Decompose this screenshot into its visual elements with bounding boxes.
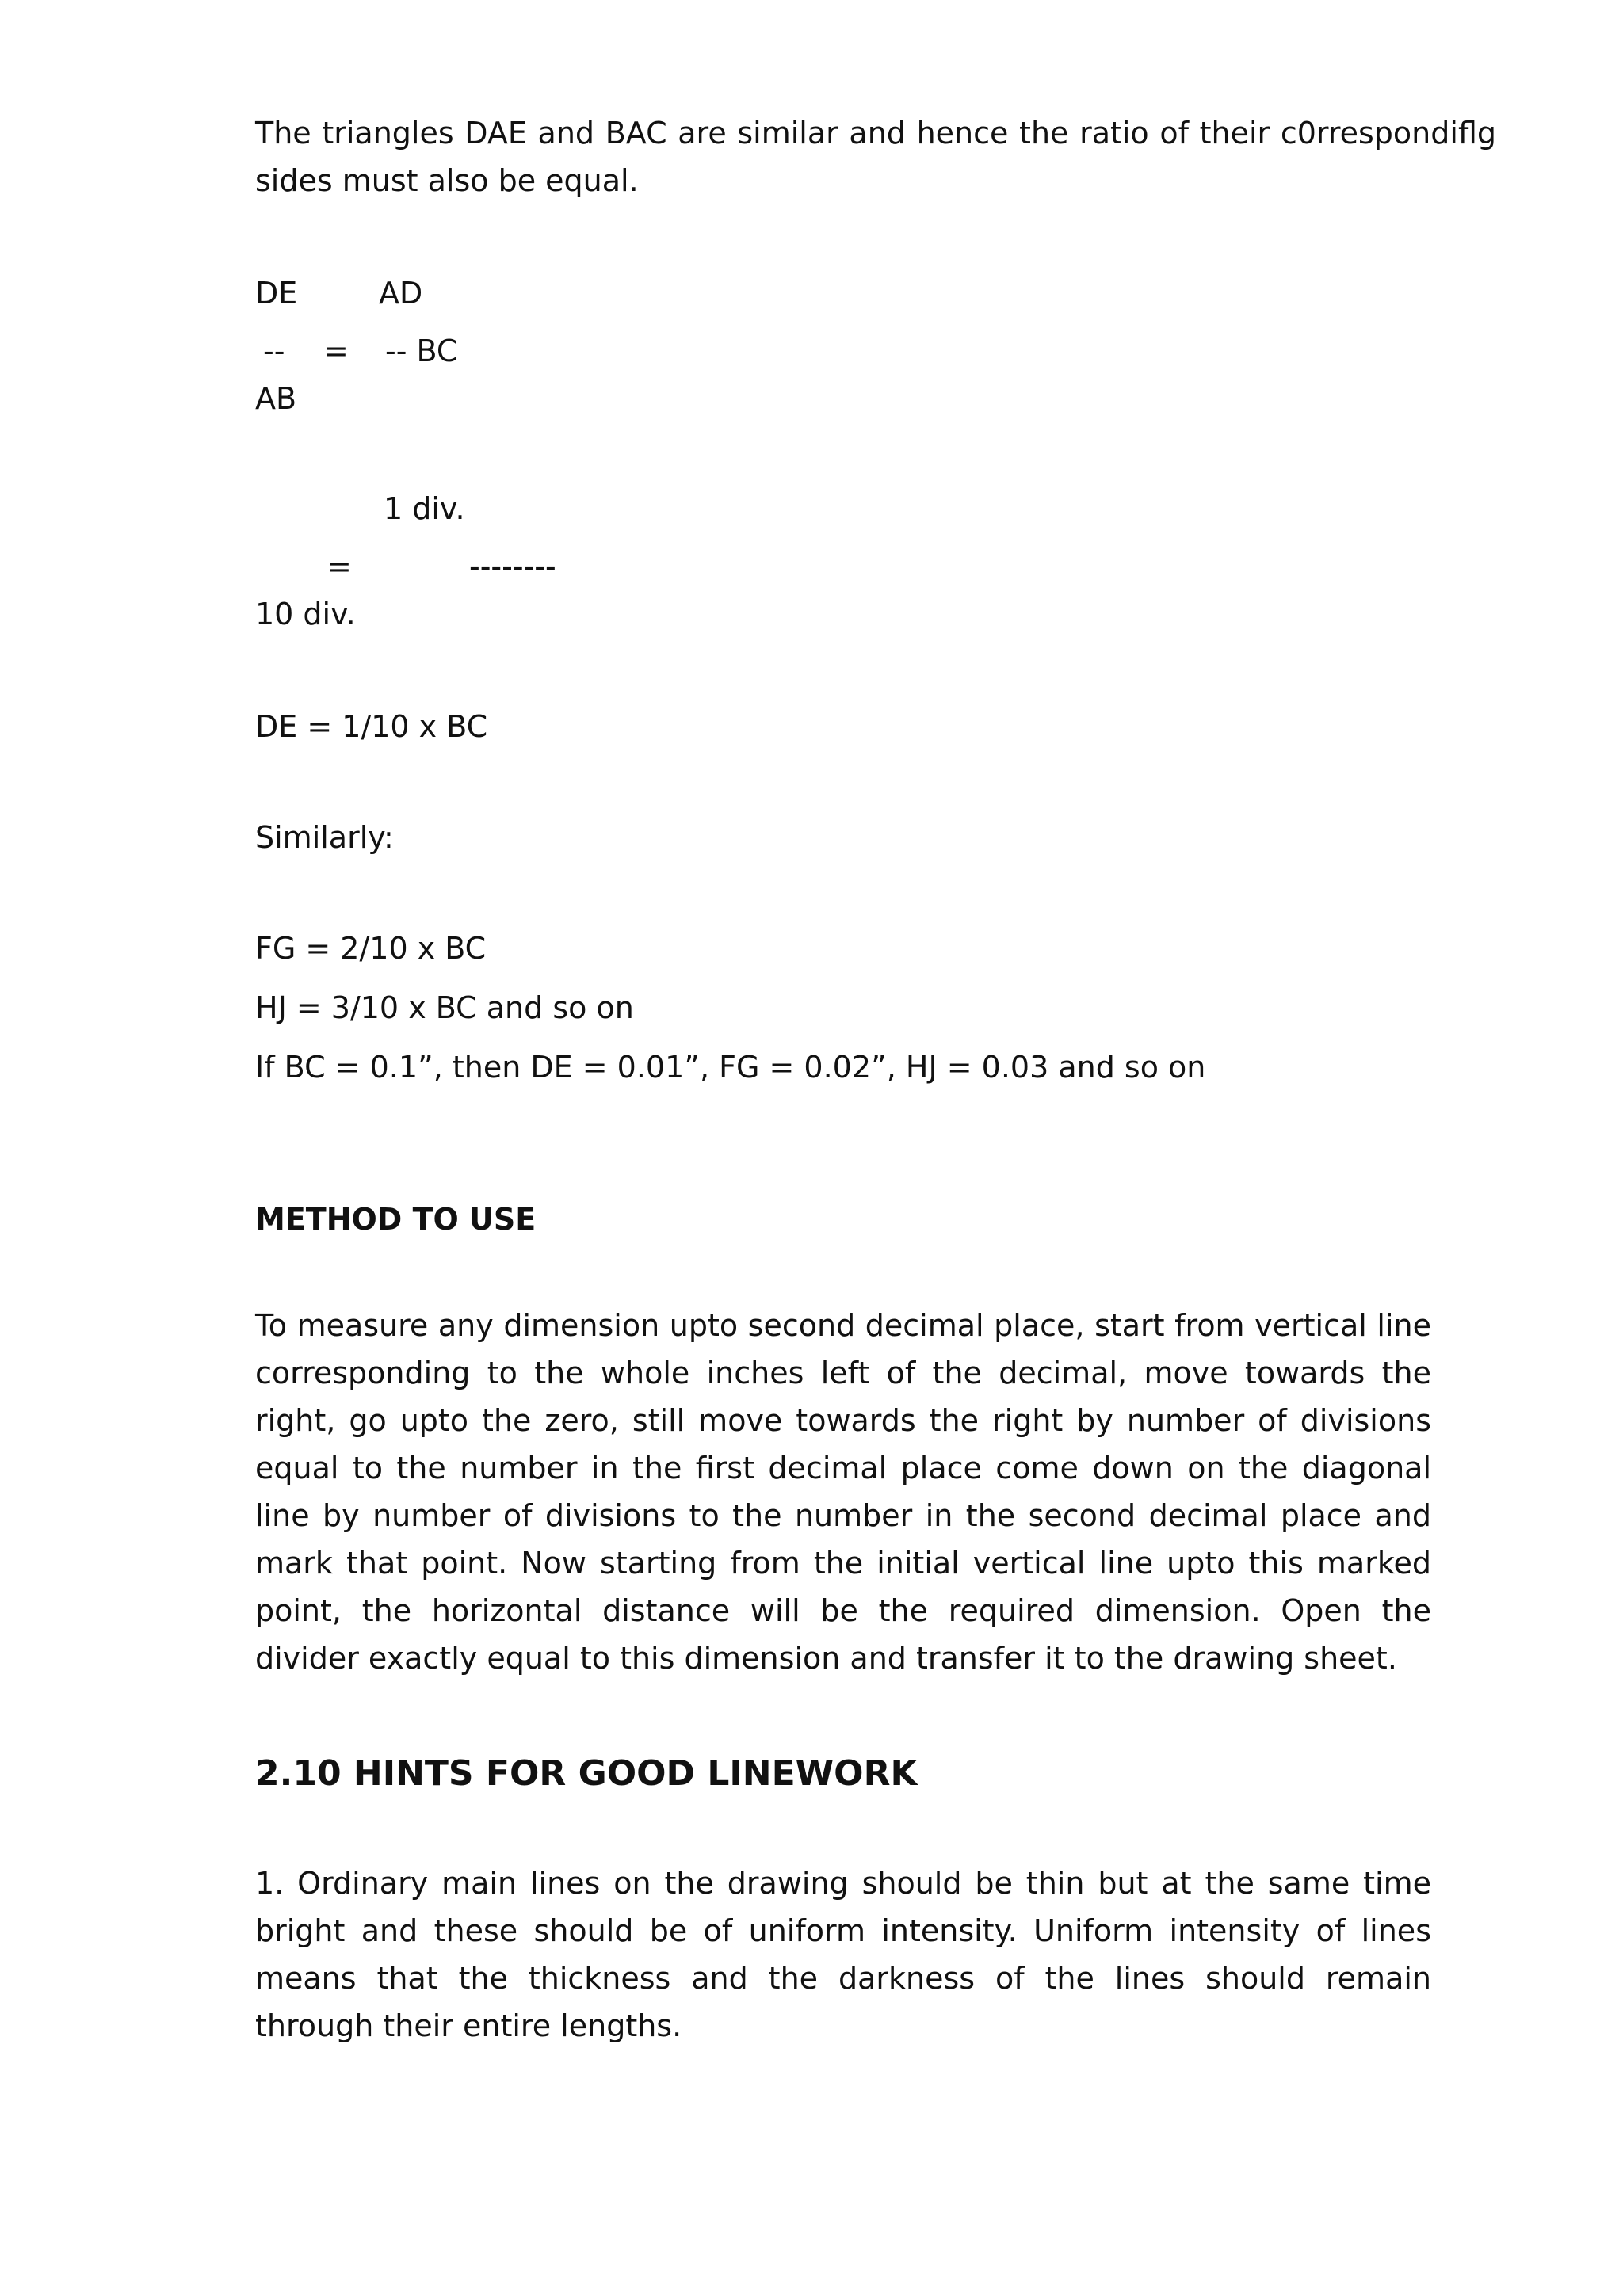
ratio-de: DE: [255, 276, 298, 311]
method-paragraph: To measure any dimension upto second decimal place, start from vertical line corresponding to the whole inches left of the decimal, move towards the right, go upto the zero, still move towards the right by number of divisions equal to the number in the first decimal place come down on the diagonal line by number of divisions to the number in the second decimal place and mark that point. Now starting from the initial vertical line upto this marked point, the horizontal distance will be the required dimension. Open the divider exactly equal to this dimension and transfer it to the drawing sheet.: [255, 1308, 1431, 1676]
division-equals: =: [327, 549, 352, 584]
ratio-ad: AD: [379, 276, 423, 311]
similarly-label: Similarly:: [255, 820, 394, 855]
equation-hj: HJ = 3/10 x BC and so on: [255, 990, 634, 1025]
division-dashes: --------: [469, 549, 556, 584]
intro-paragraph: The triangles DAE and BAC are similar and hence the ratio of their c0rrespondiflg sides must also be equal.: [255, 116, 1496, 198]
method-heading: METHOD TO USE: [255, 1202, 537, 1237]
ratio-dashes: --: [263, 334, 285, 368]
hints-heading: 2.10 HINTS FOR GOOD LINEWORK: [255, 1753, 918, 1794]
ratio-bc: -- BC: [385, 334, 458, 368]
ratio-ab: AB: [255, 381, 297, 416]
ratio-equals: =: [323, 334, 349, 368]
equation-fg: FG = 2/10 x BC: [255, 931, 487, 966]
division-numerator: 1 div.: [384, 491, 465, 526]
hints-item-1: 1. Ordinary main lines on the drawing should be thin but at the same time bright and these should be of uniform intensity. Uniform intensity of lines means that the thickness and the darkness of the lines should remain through their entire lengths.: [255, 1866, 1431, 2043]
equation-if-bc: If BC = 0.1”, then DE = 0.01”, FG = 0.02”, HJ = 0.03 and so on: [255, 1050, 1206, 1085]
division-denominator: 10 div.: [255, 597, 356, 631]
equation-de: DE = 1/10 x BC: [255, 709, 488, 744]
